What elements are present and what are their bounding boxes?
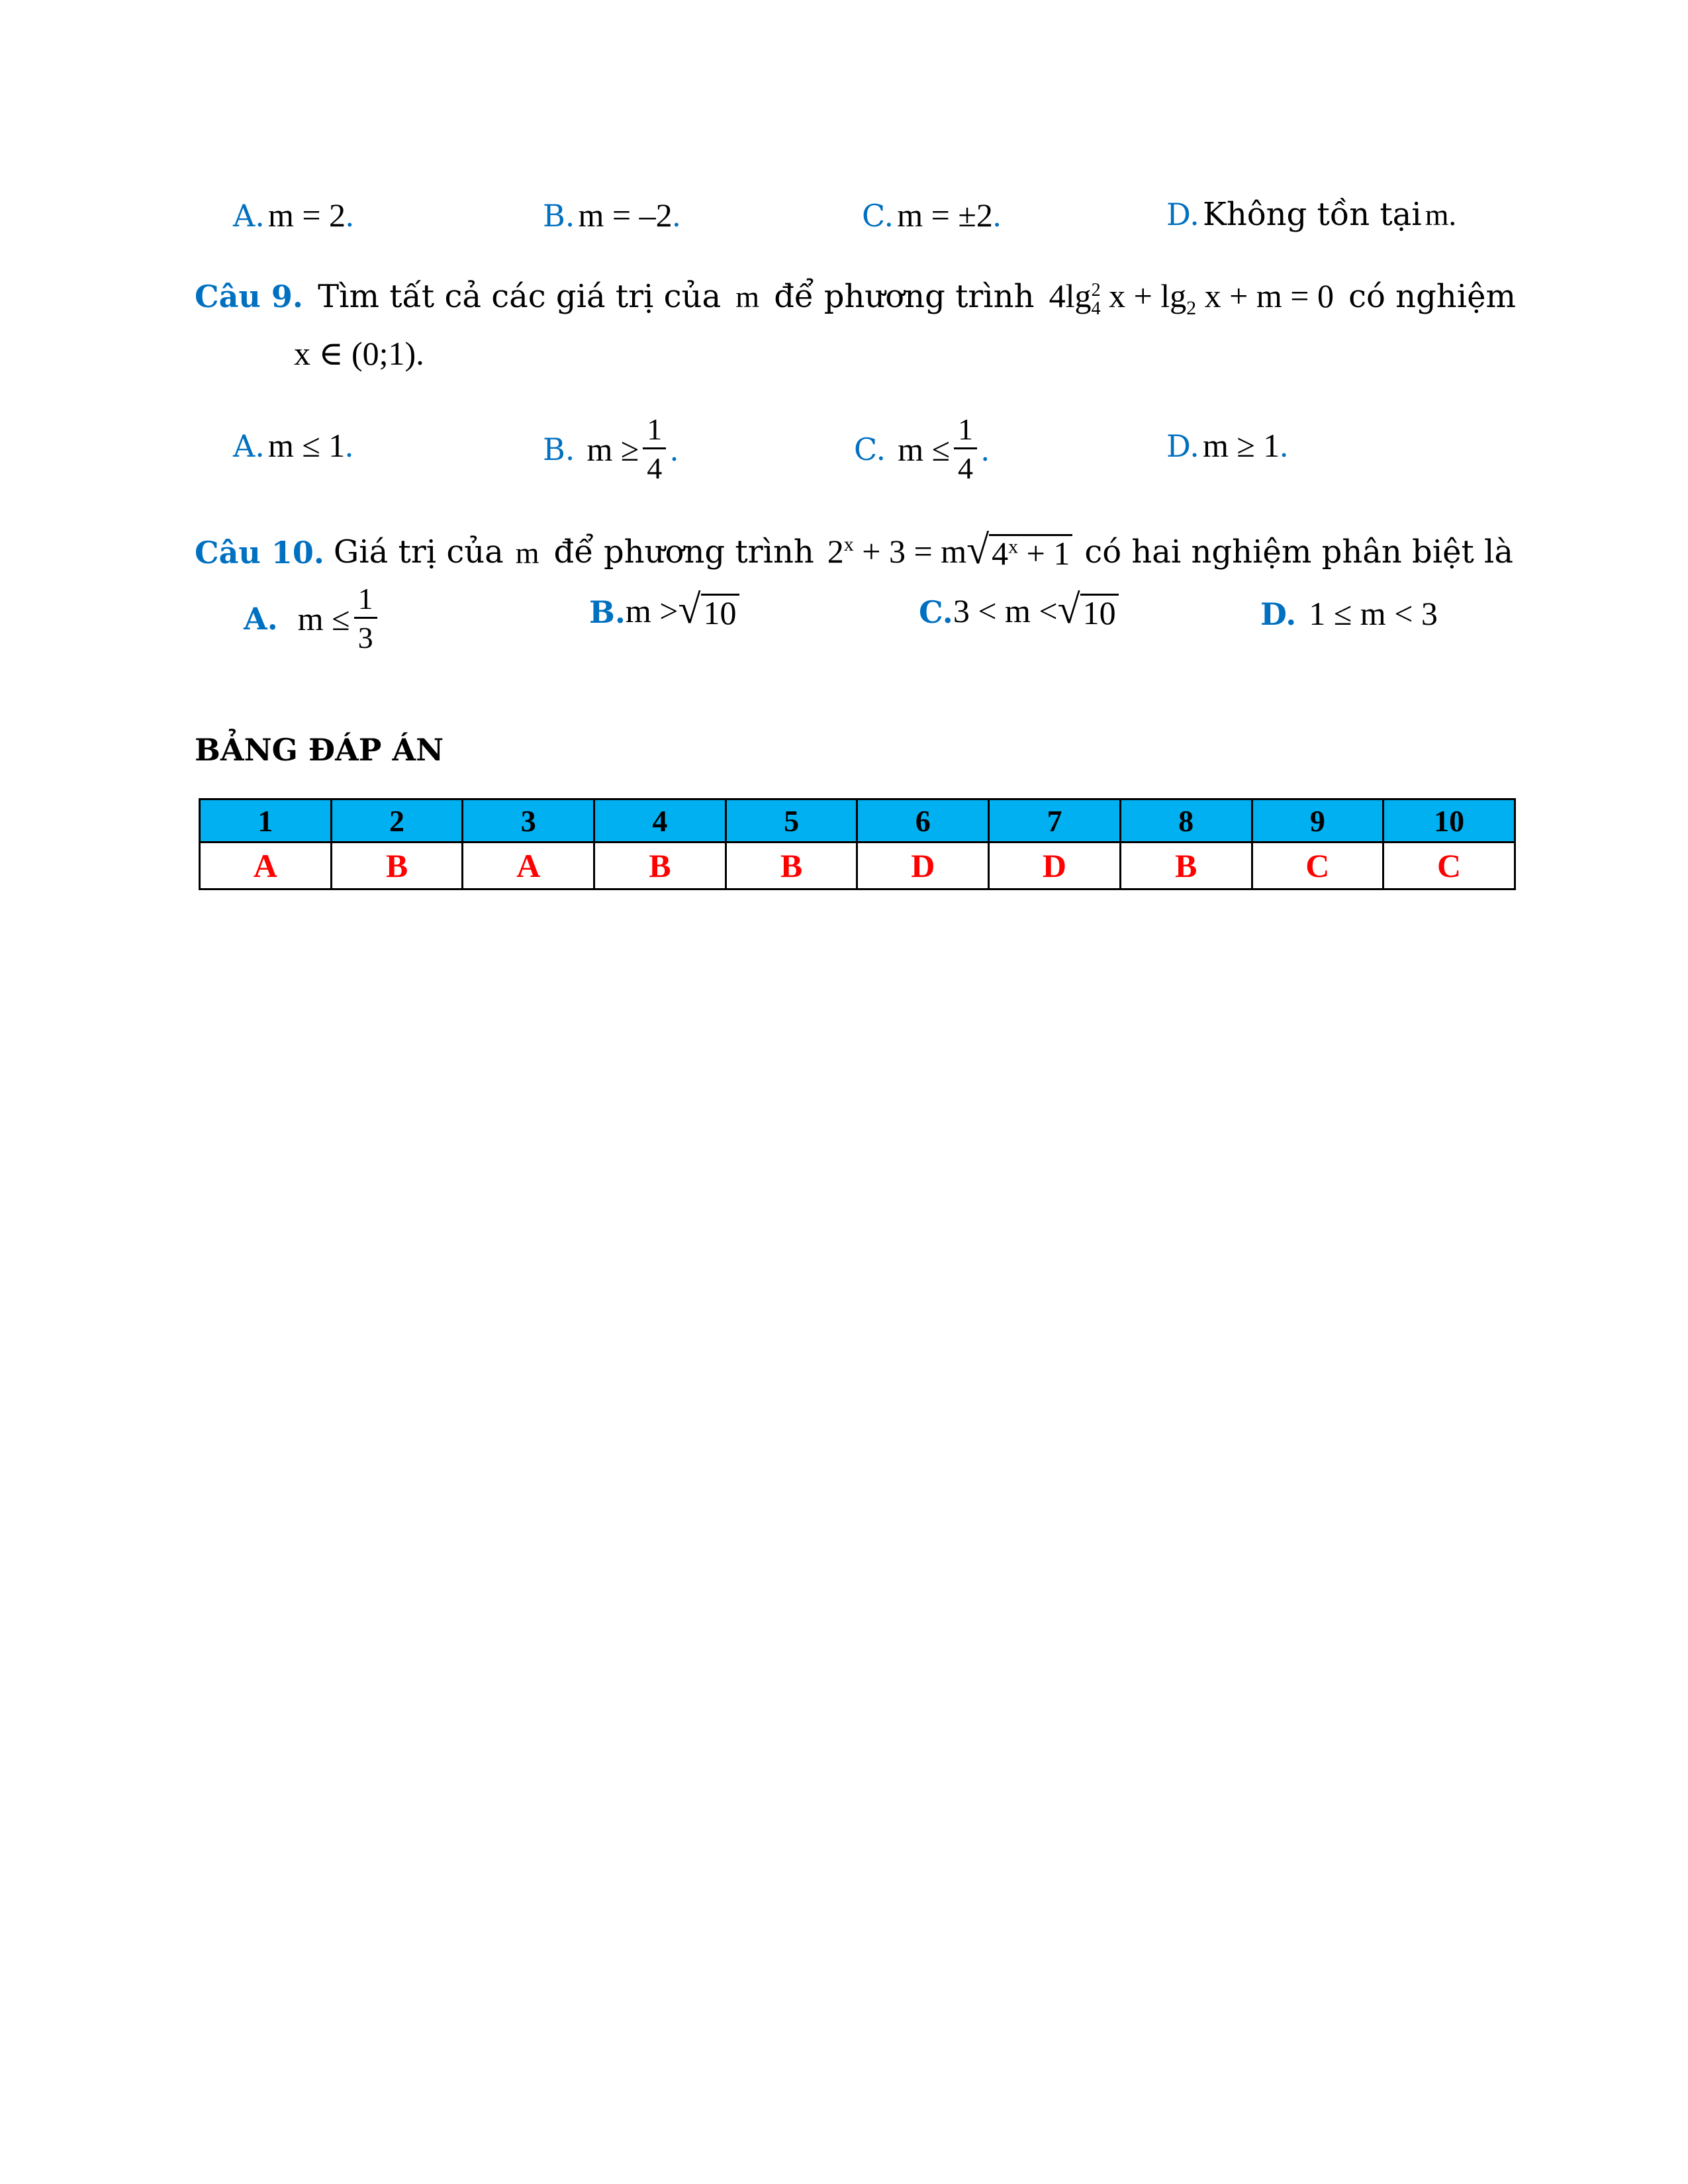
question-number: 10 [1383,799,1515,842]
question-number: 5 [726,799,857,842]
q10-option-d [1260,594,1438,633]
square-root: √ 10 [1058,589,1119,630]
option-expression: 1 ≤ m < 3 [1309,595,1438,632]
option-label: D. [1166,428,1199,464]
question-equation: 2 $^x$ + 3 = m √ $4^x + 1$ [827,529,1073,570]
question-text: Giá trị của [333,533,504,570]
answer-cell: A [200,842,332,889]
option-label: A. [233,428,265,464]
q10-option-b [589,589,739,630]
option-expression: m ≤ 1 [267,427,346,464]
option-expression: m ≥ 1 [1202,427,1280,464]
q9-stem-line1 [195,277,1516,320]
question-label: Câu 9. [195,279,303,314]
q9-stem-line2 [294,334,424,373]
option-period: . [992,197,1002,234]
option-expression: m = 2 [267,197,346,234]
option-label: C. [919,594,953,630]
question-number: 8 [1120,799,1252,842]
answer-table-answer-row [200,842,1515,889]
question-number: 7 [989,799,1121,842]
option-expression: m [1425,198,1449,232]
option-label: C. [854,431,886,467]
answer-cell: D [989,842,1121,889]
fraction: $\frac{1}{3}$ [354,584,377,653]
question-number: 1 [200,799,332,842]
option-expression: m = ±2 [897,197,993,234]
answer-table-title: BẢNG ĐÁP ÁN [195,732,444,768]
option-period: . [672,197,681,234]
q9-option-a [233,426,353,465]
q8-option-d [1166,196,1456,233]
option-expression: m ≥ [586,430,639,468]
option-label: B. [543,431,575,467]
fraction: $\frac{1}{4}$ [954,414,977,484]
answer-cell: C [1252,842,1383,889]
option-expression: m ≤ [297,600,350,637]
q10-option-a [244,584,381,653]
q8-option-c [862,196,1001,234]
q8-option-b [543,196,680,234]
square-root: √ 10 [679,589,739,630]
option-label: C. [862,198,894,234]
option-period: . [981,430,990,468]
answer-cell: B [726,842,857,889]
q9-option-b [543,414,679,484]
question-variable: m [735,280,760,314]
q8-option-a [233,196,354,234]
question-number: 3 [463,799,594,842]
question-number: 9 [1252,799,1383,842]
answer-cell: A [463,842,594,889]
question-variable: m [515,536,539,570]
q9-option-c [854,414,990,484]
answer-table-header-row [200,799,1515,842]
fraction: $\frac{1}{4}$ [643,414,666,484]
answer-table [199,798,1516,890]
question-condition: x ∈ (0;1) [294,335,416,372]
q9-option-d [1166,426,1288,465]
option-expression: m = –2 [578,197,673,234]
option-expression: 3 < m < [953,592,1058,629]
question-text: có hai nghiệm phân biệt là [1084,533,1514,570]
question-label: Câu 10. [195,535,324,570]
option-expression: m ≤ [898,430,951,468]
answer-cell: D [857,842,989,889]
q10-stem [195,529,1513,570]
answer-cell: B [331,842,463,889]
option-label: D. [1166,197,1199,232]
option-text: Không tồn tại [1202,196,1422,233]
answer-cell: C [1383,842,1515,889]
option-label: B. [589,594,626,630]
answer-cell: B [1120,842,1252,889]
option-expression: m > [625,592,679,629]
option-period: . [1280,427,1288,464]
option-period: . [1448,198,1456,232]
option-label: A. [233,198,265,234]
question-text: để phương trình [553,533,814,570]
option-label: B. [543,198,575,234]
question-number: 4 [594,799,726,842]
question-text: có nghiệm [1348,278,1516,315]
answer-cell: B [594,842,726,889]
question-number: 6 [857,799,989,842]
option-period: . [670,430,679,468]
question-equation: 4lg 2 4 $x + \lg_2 x + m = 0$ [1049,277,1334,319]
question-period: . [416,335,424,372]
option-period: . [345,427,353,464]
q10-option-c [919,589,1119,630]
option-period: . [346,197,354,234]
question-number: 2 [331,799,463,842]
option-label: D. [1260,596,1297,632]
question-text: Tìm tất cả các giá trị của [318,278,722,315]
question-text: để phương trình [774,278,1035,315]
option-label: A. [244,600,278,637]
